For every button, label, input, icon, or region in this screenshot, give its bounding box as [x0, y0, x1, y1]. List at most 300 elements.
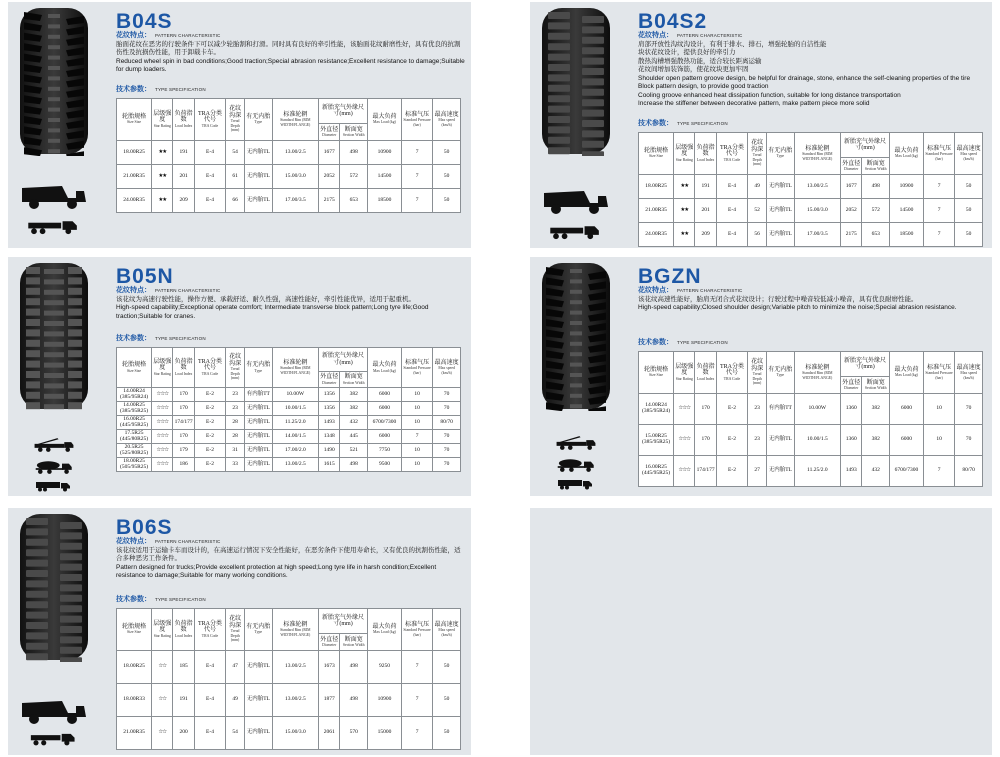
table-cell: 11.25/2.0 — [272, 416, 318, 430]
table-cell: 52 — [748, 198, 767, 222]
table-cell: 无内胎TL — [767, 222, 795, 246]
column-header-en: Tread Depth (mm) — [752, 153, 762, 167]
table-cell: 7 — [923, 222, 954, 246]
table-cell: 17.5R25 (445/80R25) — [117, 430, 152, 444]
column-header-en: Size Size — [127, 120, 142, 125]
table-cell: 23 — [748, 393, 767, 424]
column-header — [748, 352, 767, 394]
table-cell: 17.00/3.5 — [272, 188, 318, 212]
product-content — [626, 2, 986, 248]
table-cell: 174/177 — [173, 416, 194, 430]
table-cell: 521 — [340, 444, 368, 458]
table-row — [117, 188, 461, 212]
table-cell: 7750 — [368, 444, 402, 458]
table-cell: 无内胎TL — [767, 174, 795, 198]
table-cell: 无内胎TL — [245, 716, 273, 749]
product-panel-b05n — [8, 257, 471, 496]
column-header-en: Tread Depth (mm) — [230, 367, 240, 381]
table-cell: 无内胎TL — [245, 683, 273, 716]
table-cell: 200 — [173, 716, 194, 749]
column-header — [245, 348, 273, 388]
column-header-cn: 标准轮辋 — [805, 145, 830, 152]
column-header-cn: 标准气压 — [927, 364, 952, 371]
column-header — [695, 133, 716, 175]
table-row — [117, 444, 461, 458]
table-cell: 10 — [923, 393, 954, 424]
table-cell: 有内胎TT — [245, 388, 273, 402]
table-row — [117, 650, 461, 683]
column-header — [716, 352, 747, 394]
table-cell: ☆☆☆ — [152, 458, 173, 472]
column-header — [245, 609, 273, 651]
table-row — [639, 198, 983, 222]
table-cell: 50 — [433, 650, 461, 683]
table-cell: 10.00W — [272, 388, 318, 402]
column-header — [368, 609, 402, 651]
column-header-en: Type — [254, 368, 263, 373]
product-content — [104, 257, 465, 496]
column-header — [841, 352, 890, 377]
sub-column-header: 断面宽 Section Width — [340, 634, 368, 651]
column-header — [194, 609, 225, 651]
pattern-label-en: PATTERN CHARACTERISTIC — [155, 539, 221, 544]
table-cell: 70 — [433, 402, 461, 416]
spec-label: 技术参数： — [638, 339, 673, 346]
column-header-cn: 最大负荷 — [372, 623, 397, 630]
table-cell: E-2 — [194, 430, 225, 444]
table-cell: 174/177 — [695, 455, 716, 486]
pattern-label: 花纹特点： — [638, 287, 673, 294]
column-header-cn: 标准气压 — [405, 359, 430, 366]
table-cell: 13.00/2.5 — [272, 650, 318, 683]
table-cell: 14500 — [890, 198, 924, 222]
tire-tread-image — [14, 261, 94, 411]
sub-column-header: 断面宽 Section Width — [862, 377, 890, 394]
spec-table — [638, 132, 983, 247]
table-cell: 1493 — [319, 416, 340, 430]
column-header — [173, 348, 194, 388]
column-header — [767, 352, 795, 394]
table-cell: 14.00R24 (385/95R24) — [117, 388, 152, 402]
table-cell: 7 — [401, 683, 432, 716]
table-cell: 1673 — [319, 650, 340, 683]
table-cell: 16.00R25 (445/95R25) — [639, 455, 674, 486]
column-header — [401, 609, 432, 651]
type-specification-heading — [638, 339, 986, 348]
table-cell: 1490 — [319, 444, 340, 458]
spec-label: 技术参数： — [638, 120, 673, 127]
table-cell: ☆☆☆ — [152, 444, 173, 458]
table-cell: 50 — [433, 188, 461, 212]
product-images — [530, 2, 622, 248]
table-cell: 15.00/3.0 — [794, 198, 840, 222]
table-cell: 1877 — [319, 683, 340, 716]
table-row — [117, 164, 461, 188]
table-cell: 70 — [955, 424, 983, 455]
column-header-en: Max Load (kg) — [894, 154, 918, 159]
table-cell: 7 — [401, 188, 432, 212]
table-cell: 70 — [433, 458, 461, 472]
column-header-en: Star Rating — [153, 371, 171, 376]
sub-column-header: 外直径 Diameter — [319, 634, 340, 651]
column-header — [117, 99, 152, 141]
table-row — [639, 174, 983, 198]
column-header-cn: 新胎充气外缘尺寸(mm) — [322, 353, 365, 366]
table-cell: E-2 — [716, 455, 747, 486]
column-header-cn: 标准气压 — [927, 145, 952, 152]
column-header-en: Size Size — [649, 154, 664, 159]
product-panel-b04s — [8, 2, 471, 248]
column-header-en: TRA Code — [201, 633, 219, 638]
column-header — [152, 609, 173, 651]
table-cell: 7 — [923, 174, 954, 198]
table-row — [117, 458, 461, 472]
table-cell: 1356 — [319, 388, 340, 402]
column-header-en: Type — [776, 154, 785, 159]
description-en: Pattern designed for trucks;Provide excellent protection at high speed;Long tyre life in harsh condition;Excellent resistance to damage;Suitable for many working conditions. — [116, 563, 437, 579]
column-header-cn: 花纹沟深 — [751, 359, 764, 372]
column-header-cn: 标准轮辋 — [283, 111, 308, 118]
table-cell: ☆☆☆ — [152, 430, 173, 444]
table-cell: 6700/7300 — [890, 455, 924, 486]
table-cell: 无内胎TL — [245, 140, 273, 164]
table-cell: 570 — [340, 716, 368, 749]
product-content — [104, 2, 465, 248]
column-header-en: Tread Depth (mm) — [230, 629, 240, 643]
column-header-en: Max speed (km/h) — [438, 118, 455, 127]
column-header — [152, 99, 173, 141]
column-header-cn: 负荷指数 — [696, 363, 715, 377]
table-cell: 20.5R25 (525/80R25) — [117, 444, 152, 458]
table-cell: 10 — [401, 444, 432, 458]
table-cell: 10.00/1.5 — [272, 402, 318, 416]
column-header-cn: 负荷指数 — [696, 144, 715, 158]
column-header-en: TRA Code — [201, 123, 219, 128]
table-cell: 18500 — [368, 188, 402, 212]
table-cell: 209 — [695, 222, 716, 246]
table-cell: 6000 — [368, 402, 402, 416]
table-cell: 1348 — [319, 430, 340, 444]
table-cell: E-2 — [194, 444, 225, 458]
table-cell: 7 — [923, 198, 954, 222]
column-header-en: Size Size — [127, 368, 142, 373]
column-header-en: Max Load (kg) — [372, 368, 396, 373]
product-panel-b04s2 — [530, 2, 992, 248]
pattern-label: 花纹特点： — [116, 538, 151, 545]
sub-column-header: 断面宽 Section Width — [340, 372, 368, 388]
pattern-characteristic — [116, 538, 465, 581]
column-header-cn: 有无内胎 — [768, 366, 793, 373]
spec-label: 技术参数： — [116, 86, 151, 93]
column-header — [173, 609, 194, 651]
table-cell: 21.00R35 — [117, 164, 152, 188]
column-header-cn: 层级强度 — [153, 110, 172, 124]
description-en: Reduced wheel spin in bad conditions;Good traction;Special abrasion resistance;Excellent resistance to damage;Suitable for dump loaders. — [116, 57, 465, 73]
product-panel-bgzn — [530, 257, 992, 496]
table-row — [117, 430, 461, 444]
table-cell: 23 — [748, 424, 767, 455]
pattern-characteristic — [116, 287, 465, 321]
column-header-cn: 新胎充气外缘尺寸(mm) — [844, 357, 887, 371]
table-cell: 572 — [862, 198, 890, 222]
table-cell: 无内胎TL — [245, 188, 273, 212]
product-title: BGZN — [638, 265, 702, 288]
column-header-en: Max speed (km/h) — [438, 628, 455, 637]
table-cell: 170 — [173, 388, 194, 402]
column-header-cn: 花纹沟深 — [751, 140, 764, 153]
column-header-en: Standard Rim (RIM WIDTH/FLANGE) — [280, 628, 311, 637]
table-cell: 无内胎TL — [245, 458, 273, 472]
column-header-cn: 标准气压 — [405, 621, 430, 628]
table-cell: 2052 — [841, 198, 862, 222]
product-title: B04S2 — [638, 10, 708, 33]
column-header-cn: 轮胎规格 — [644, 147, 669, 154]
table-cell: 498 — [340, 458, 368, 472]
sub-column-header: 外直径 Diameter — [841, 158, 862, 175]
column-header-cn: 花纹沟深 — [229, 616, 242, 629]
description-cn: 胎面花纹在恶劣的行驶条件下可以减少轮胎割和打滑。同时具有良好的牵引性能，该胎面花纹耐磨性好，具有优良的抗割伤性及抗损伤性能，用于卸载卡车。 — [116, 40, 461, 56]
product-panel-bwyn — [530, 508, 992, 755]
column-header-cn: 轮胎规格 — [122, 362, 147, 368]
description-en: High-speed capability;Closed shoulder design;Variable pitch to minimize the noise;Special abrasion resistance. — [638, 304, 957, 311]
table-cell: 653 — [340, 188, 368, 212]
column-header-cn: 新胎充气外缘尺寸(mm) — [844, 138, 887, 152]
table-cell: 56 — [748, 222, 767, 246]
table-cell: E-4 — [194, 683, 225, 716]
pattern-label-en: PATTERN CHARACTERISTIC — [677, 33, 743, 38]
column-header — [794, 352, 840, 394]
table-cell: 80/70 — [433, 416, 461, 430]
table-cell: ★★ — [152, 164, 173, 188]
table-cell: 7 — [401, 164, 432, 188]
column-header-cn: 最大负荷 — [894, 147, 919, 154]
table-cell: 50 — [433, 164, 461, 188]
table-cell: ★★ — [674, 198, 695, 222]
sub-column-header: 外直径 Diameter — [841, 377, 862, 394]
table-cell: 9250 — [368, 650, 402, 683]
column-header — [245, 99, 273, 141]
table-row — [117, 388, 461, 402]
table-cell: 382 — [862, 424, 890, 455]
table-cell: E-4 — [716, 198, 747, 222]
table-cell: 有内胎TT — [767, 393, 795, 424]
column-header — [890, 352, 924, 394]
table-cell: 11.25/2.0 — [794, 455, 840, 486]
column-header-en: Max speed (km/h) — [438, 366, 455, 375]
table-cell: 6000 — [368, 388, 402, 402]
table-cell: 382 — [862, 393, 890, 424]
product-images — [530, 257, 622, 496]
table-cell: ★★ — [152, 140, 173, 164]
table-cell: 572 — [340, 164, 368, 188]
table-cell: 201 — [695, 198, 716, 222]
spec-label-en: TYPE SPECIFICATION — [155, 87, 206, 92]
table-cell: 15.00/3.0 — [272, 716, 318, 749]
table-cell: 10 — [923, 424, 954, 455]
table-cell: 6700/7300 — [368, 416, 402, 430]
truck-trailer-icon — [538, 222, 614, 242]
spec-label-en: TYPE SPECIFICATION — [677, 121, 728, 126]
table-cell: 27 — [748, 455, 767, 486]
table-cell: 18.00R25 — [117, 140, 152, 164]
description-cn: 该花纹适用于运输卡车而设计的，在高速运行情况下安全性能好，在恶劣条件下使用寿命长，又有优良的抗割伤性能，适合多种恶劣工作条件。 — [116, 546, 461, 562]
table-cell: 10900 — [890, 174, 924, 198]
table-cell: 13.00/2.5 — [272, 140, 318, 164]
table-cell: ☆☆☆ — [674, 393, 695, 424]
table-cell: 179 — [173, 444, 194, 458]
table-cell: ☆☆☆ — [152, 416, 173, 430]
column-header — [674, 352, 695, 394]
column-header-cn: 负荷指数 — [174, 358, 193, 372]
spec-label-en: TYPE SPECIFICATION — [155, 336, 206, 341]
column-header-en: Type — [776, 373, 785, 378]
column-header-cn: 最高速度 — [956, 364, 981, 371]
table-row — [117, 416, 461, 430]
column-header — [319, 99, 368, 124]
column-header-cn: 层级强度 — [675, 363, 694, 377]
table-cell: 70 — [955, 393, 983, 424]
table-cell: 1677 — [319, 140, 340, 164]
column-header-cn: TRA分类代号 — [719, 363, 744, 377]
column-header-en: Size Size — [649, 373, 664, 378]
column-header-cn: 花纹沟深 — [229, 106, 242, 119]
table-cell: 2175 — [319, 188, 340, 212]
column-header — [841, 133, 890, 158]
column-header — [152, 348, 173, 388]
column-header — [767, 133, 795, 175]
column-header-cn: 层级强度 — [153, 358, 172, 372]
table-cell: 49 — [748, 174, 767, 198]
table-cell: E-4 — [716, 174, 747, 198]
table-cell: 13.00/2.5 — [272, 683, 318, 716]
spec-label: 技术参数： — [116, 335, 151, 342]
table-cell: 1356 — [319, 402, 340, 416]
pattern-characteristic — [116, 32, 465, 75]
column-header-cn: TRA分类代号 — [197, 358, 222, 372]
table-cell: 9500 — [368, 458, 402, 472]
column-header — [226, 99, 245, 141]
column-header — [639, 133, 674, 175]
table-cell: 54 — [226, 716, 245, 749]
product-images — [8, 257, 100, 496]
table-cell: 432 — [862, 455, 890, 486]
product-title: B04S — [116, 10, 173, 33]
column-header-cn: 轮胎规格 — [122, 623, 147, 630]
table-cell: 23 — [226, 388, 245, 402]
table-cell: 18.00R33 — [117, 683, 152, 716]
table-cell: 1615 — [319, 458, 340, 472]
column-header-en: Standard Rim (RIM WIDTH/FLANGE) — [802, 152, 833, 161]
table-cell: 1360 — [841, 393, 862, 424]
table-cell: 18500 — [890, 222, 924, 246]
table-cell: 6000 — [368, 430, 402, 444]
column-header-cn: 层级强度 — [153, 620, 172, 634]
table-row — [639, 455, 983, 486]
column-header-en: Standard Rim (RIM WIDTH/FLANGE) — [802, 371, 833, 380]
type-specification-heading — [116, 335, 465, 344]
tire-tread-image — [14, 512, 94, 662]
column-header-cn: 轮胎规格 — [644, 366, 669, 373]
table-cell: 80/70 — [955, 455, 983, 486]
table-cell: 24.00R35 — [639, 222, 674, 246]
column-header-cn: 标准轮辋 — [805, 364, 830, 371]
table-row — [117, 716, 461, 749]
table-cell: 498 — [340, 650, 368, 683]
column-header-en: Standard Pressure (bar) — [925, 371, 953, 380]
table-cell: 21.00R35 — [639, 198, 674, 222]
column-header-en: Standard Rim (RIM WIDTH/FLANGE) — [280, 118, 311, 127]
table-cell: E-2 — [716, 393, 747, 424]
column-header-cn: TRA分类代号 — [197, 620, 222, 634]
column-header — [639, 352, 674, 394]
description-cn: 该花纹为高速行驶性能，操作方便、承载舒适、耐久性强，高速性能好，牵引性能优异，适用于起重机。 — [116, 295, 415, 303]
table-cell: 1677 — [841, 174, 862, 198]
table-cell: E-2 — [194, 388, 225, 402]
sub-column-header: 外直径 Diameter — [319, 124, 340, 141]
column-header-cn: 标准轮辋 — [283, 621, 308, 628]
table-cell: 498 — [340, 140, 368, 164]
table-header-row — [117, 609, 461, 634]
column-header-en: Tread Depth (mm) — [230, 119, 240, 133]
table-cell: 7 — [923, 455, 954, 486]
table-cell: ☆☆ — [152, 716, 173, 749]
table-cell: 2175 — [841, 222, 862, 246]
table-cell: 70 — [433, 444, 461, 458]
pattern-label: 花纹特点： — [116, 32, 151, 39]
column-header — [319, 348, 368, 372]
column-header-cn: 最高速度 — [434, 621, 459, 628]
column-header — [117, 609, 152, 651]
pattern-label: 花纹特点： — [638, 32, 673, 39]
column-header-cn: 负荷指数 — [174, 620, 193, 634]
description-cn: 肩部开放性沟纹沟设计，有利于排水、排石，增强轮胎的自洁性能 块状花纹设计，提供良好的牵引力 散热沟槽增强散热功能，适合较长距离运输 花纹间增加装饰筋，使花纹块更加牢固 — [638, 40, 827, 73]
table-cell: 无内胎TL — [245, 402, 273, 416]
table-cell: 445 — [340, 430, 368, 444]
table-cell: 18.00R25 — [117, 650, 152, 683]
table-cell: 7 — [401, 716, 432, 749]
column-header — [433, 348, 461, 388]
table-cell: 170 — [695, 393, 716, 424]
type-specification-heading — [638, 120, 986, 129]
column-header-en: Standard Pressure (bar) — [403, 118, 431, 127]
column-header-en: Max speed (km/h) — [960, 152, 977, 161]
table-cell: 17.00/3.5 — [794, 222, 840, 246]
column-header — [433, 99, 461, 141]
table-cell: E-4 — [194, 164, 225, 188]
column-header-cn: 新胎充气外缘尺寸(mm) — [322, 104, 365, 118]
crane-truck-icon — [16, 437, 92, 453]
product-title: B05N — [116, 265, 174, 288]
table-cell: 33 — [226, 458, 245, 472]
column-header — [272, 348, 318, 388]
column-header — [401, 348, 432, 388]
tire-tread-image — [536, 6, 616, 156]
table-row — [117, 402, 461, 416]
table-header-row — [639, 133, 983, 158]
column-header-cn: 最高速度 — [434, 111, 459, 118]
product-panel-b06s — [8, 508, 471, 755]
table-cell: 10 — [401, 388, 432, 402]
table-cell: ☆☆ — [152, 650, 173, 683]
pattern-characteristic — [638, 32, 986, 109]
column-header-en: Standard Pressure (bar) — [403, 366, 431, 375]
column-header-en: Tread Depth (mm) — [752, 372, 762, 386]
table-cell: 6000 — [890, 424, 924, 455]
column-header-cn: 有无内胎 — [768, 147, 793, 154]
description-cn: 该花纹高速性能好，胎肩无闭合式花纹设计；行驶过程中噪音较低减小噪音，具有优良耐磨性能。 — [638, 295, 918, 303]
column-header — [401, 99, 432, 141]
column-header-en: Max Load (kg) — [372, 630, 396, 635]
